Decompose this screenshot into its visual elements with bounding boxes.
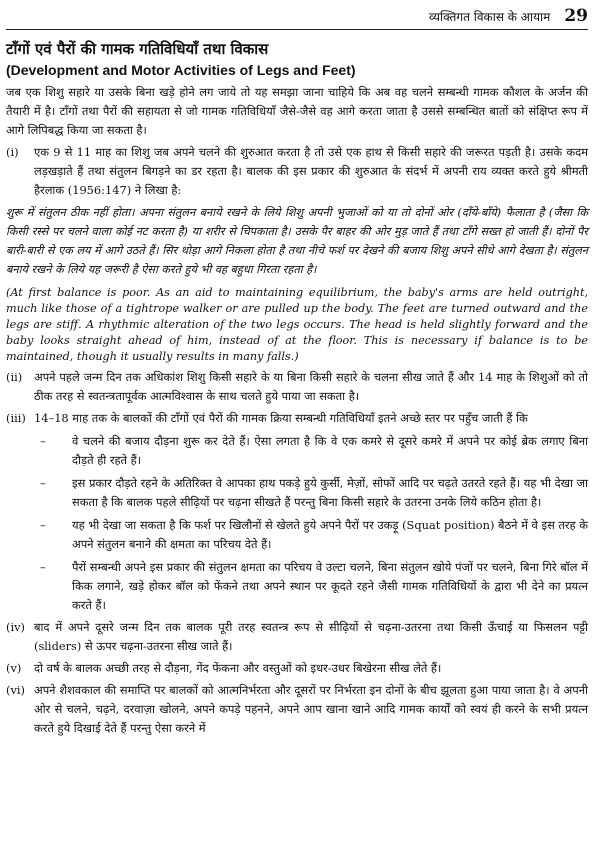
sub-point-text: इस प्रकार दौड़ते रहने के अतिरिक्त वे आपका हाथ पकड़े हुये कुर्सी, मेज़ों, सोफों आदि पर चढ़ते उतरते रहते हैं। यह भी देखा जा सकता है कि बालक पहले सीढ़ियों पर चढ़ना सीखते हैं परन्तु बिना किसी सहारे के उतरना उनके लिये कठिन होता है।	[72, 476, 588, 509]
list-number: (vi)	[6, 683, 25, 697]
list-item-i	[6, 143, 588, 200]
section-heading-english: (Development and Motor Activities of Legs and Feet)	[6, 62, 356, 78]
running-head-title: व्यक्तिगत विकास के आयाम	[428, 10, 551, 24]
page-number: 29	[564, 6, 588, 26]
sub-point	[34, 474, 588, 512]
list-item-iii	[6, 409, 588, 428]
sub-point-text: पैरों सम्बन्धी अपने इस प्रकार की संतुलन क्षमता का परिचय वे उल्टा चलने, बिना संतुलन खोये पंजों पर चलने, बिना गिरे बॉल में किक लगाने, खड़े होकर बॉल को फेंकने तथा अपने स्थान पर कूदते रहने जैसी गामक गतिविधियों के द्वारा भी देने का प्रयत्न करते हैं।	[72, 560, 588, 612]
dash-bullet: –	[40, 518, 46, 532]
list-item-iv	[6, 618, 588, 656]
list-item-vi	[6, 681, 588, 738]
list-number: (ii)	[6, 370, 23, 384]
list-item-v	[6, 659, 588, 678]
dash-bullet: –	[40, 560, 46, 574]
sub-point	[34, 558, 588, 615]
dash-bullet: –	[40, 434, 46, 448]
sub-point-text: यह भी देखा जा सकता है कि फर्श पर खिलौनों से खेलते हुये अपने पैरों पर उकड़ू (Squat position) बैठने में वे इस तरह के अपने संतुलन बनाने की क्षमता का परिचय देते हैं।	[72, 518, 588, 551]
sub-point-text: वे चलने की बजाय दौड़ना शुरू कर देते हैं। ऐसा लगता है कि वे एक कमरे से दूसरे कमरे में अपने पर कोई ब्रेक लगाए बिना दौड़ते ही रहते हैं।	[72, 434, 588, 467]
list-text: 14–18 माह तक के बालकों की टाँगों एवं पैरों की गामक क्रिया सम्बन्धी गतिविधियाँ इतने अच्छे स्तर पर पहुँच जाती हैं कि	[34, 411, 528, 425]
intro-paragraph: जब एक शिशु सहारे या उसके बिना खड़े होने लग जाये तो यह समझा जाना चाहिये कि अब वह चलने सम्बन्धी गामक कौशल के अर्जन की तैयारी में है। टाँगों तथा पैरों की सहायता से जो गामक गतिविधियाँ जैसे-जैसे वह आगे करता जाता है उससे सम्बन्धित बातों को संक्षिप्त रूप में आगे लिपिबद्ध किया जा सकता है।	[6, 85, 588, 137]
list-text: अपने शैशवकाल की समाप्ति पर बालकों को आत्मनिर्भरता और दूसरों पर निर्भरता इन दोनों के बीच झूलता हुआ पाया जाता है। वे अपनी ओर से चलने, चढ़ने, दरवाज़ा खोलने, अपने कपड़े पहनने, अपने आप खाना खाने आदि गामक कार्यों को स्वयं ही करने के सभी प्रयत्न करते हुये दिखाई देते हैं परन्तु ऐसा करने में	[34, 683, 588, 735]
list-text: एक 9 से 11 माह का शिशु जब अपने चलने की शुरुआत करता है तो उसे एक हाथ से किसी सहारे की जरूरत पड़ती है। उसके कदम लड़खड़ाते हैं तथा संतुलन बिगड़ने का डर रहता है। बालक की इस प्रकार की शुरुआत के संदर्भ में अपनी राय व्यक्त करते हुये श्रीमती हैरलाक (1956:147) ने लिखा है:	[34, 145, 588, 197]
list-item-ii	[6, 368, 588, 406]
list-text: दो वर्ष के बालक अच्छी तरह से दौड़ना, गेंद फेंकना और वस्तुओं को इधर-उधर बिखेरना सीख लेते हैं।	[34, 661, 442, 675]
quote-english: (At first balance is poor. As an aid to maintaining equilibrium, the baby's arms are held outright, much like those of a tightrope walker or are pulled up the body. The feet are turned outward and the legs are stiff. A rhythmic alteration of the two legs occurs. The head is held slightly forward and the baby looks straight ahead of him, instead of at the floor. This is necessary if balance is to be maintained, though it usually results in many falls.)	[6, 286, 588, 363]
list-text: बाद में अपने दूसरे जन्म दिन तक बालक पूरी तरह स्वतन्त्र रूप से सीढ़ियों से चढ़ना-उतरना तथा किसी ऊँचाई या फिसलन पट्टी (sliders) से ऊपर चढ़ना-उतरना सीख जाते हैं।	[34, 620, 588, 653]
sub-point	[34, 516, 588, 554]
dash-bullet: –	[40, 476, 46, 490]
list-number: (iv)	[6, 620, 25, 634]
sub-point	[34, 432, 588, 470]
list-number: (v)	[6, 661, 22, 675]
quote-hindi: शुरू में संतुलन ठीक नहीं होता। अपना संतुलन बनाये रखने के लिये शिशु अपनी भुजाओं को या तो दोनों ओर (दाँये-बाँये) फैलाता है (जैसा कि किसी रस्से पर चलने वाला कोई नट करता है) या शरीर से चिपकाता है। उसके पैर बाहर की ओर मुड़ जाते हैं तथा टाँगे सख्त हो जाती हैं। दोनों पैर बारी-बारी से एक लय में आगे उठते हैं। सिर थोड़ा आगे निकला होता है तथा नीचे फर्श पर देखने की बजाय शिशु अपने सीधे आगे देखता है। संतुलन बनाये रखने के लिये यह जरूरी है ऐसा करते हुये भी वह बहुधा गिरता रहता है।	[6, 206, 588, 276]
list-number: (i)	[6, 145, 19, 159]
list-number: (iii)	[6, 411, 26, 425]
section-heading-hindi: टाँगों एवं पैरों की गामक गतिविधियाँ तथा विकास	[6, 40, 269, 58]
running-head	[6, 6, 588, 30]
list-text: अपने पहले जन्म दिन तक अधिकांश शिशु किसी सहारे के या बिना किसी सहारे के चलना सीख जाते हैं और 14 माह के शिशुओं को तो ठीक तरह से स्वतन्त्रतापूर्वक आत्मविश्वास के साथ चलते हुये पाया जा सकता है।	[34, 370, 588, 403]
